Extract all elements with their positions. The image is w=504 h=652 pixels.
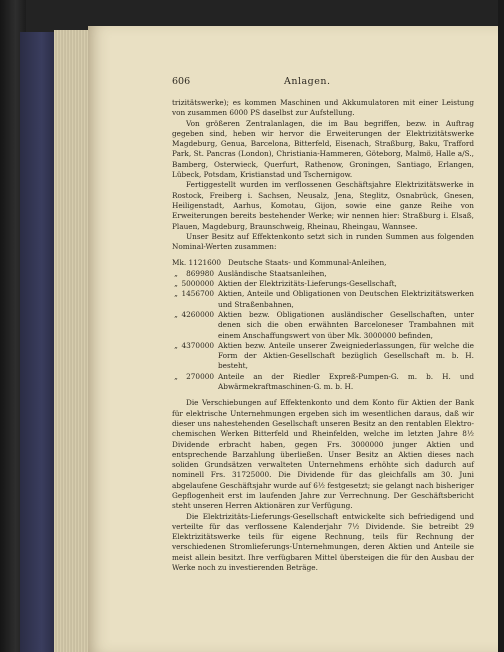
book-cover-spine — [20, 32, 56, 652]
holding-description: Aktien der Elektrizitäts-Lieferungs-Gesellschaft, — [218, 279, 397, 289]
holding-entry — [172, 269, 474, 279]
page-body — [172, 98, 474, 573]
ditto-mark: „ — [174, 289, 178, 299]
holding-entry — [172, 279, 474, 289]
right-dark-margin — [498, 0, 504, 652]
holding-amount: 1456700 — [181, 289, 214, 299]
holding-entry — [172, 372, 474, 393]
holding-description: Ausländische Staatsanleihen, — [218, 268, 327, 278]
holding-amount: 270000 — [186, 371, 214, 381]
page-number: 606 — [172, 76, 191, 87]
holding-entry — [172, 258, 474, 268]
holding-entry — [172, 341, 474, 372]
ditto-mark: „ — [174, 268, 178, 278]
ditto-mark: „ — [174, 340, 178, 350]
holding-description: Deutsche Staats- und Kommunal-Anleihen, — [228, 258, 387, 268]
holdings-list — [172, 258, 474, 392]
holding-description: Aktien bezw. Anteile unserer Zweigniederlassungen, für welche die Form der Aktien-Gesellschaft bezüglich Gesellschaft m. b. H. besteht, — [218, 340, 474, 371]
ditto-mark: „ — [174, 309, 178, 319]
paragraph: Die Elektrizitäts-Lieferungs-Gesellschaft entwickelte sich befriedigend und verteilte für das verflossene Kalenderjahr 7½ Dividende. Sie betreibt 29 Elektrizitätswerke teils für eigene Rechnung, teils für Rechnung der verschiedenen Stromlieferungs-Unternehmungen, deren Aktien und Anteile sie meist allein besitzt. Ihre verfügbaren Mittel übersteigen die für den Ausbau der Werke noch zu investierenden Beträge. — [172, 511, 474, 573]
paragraph: trizitätswerke); es kommen Maschinen und Akkumulatoren mit einer Leistung von zusammen 6000 PS daselbst zur Aufstellung. — [172, 98, 474, 118]
holding-amount: Mk. 1121600 — [172, 258, 222, 268]
holding-entry — [172, 289, 474, 310]
holding-amount: 4370000 — [181, 340, 214, 350]
paragraph: Fertiggestellt wurden im verflossenen Geschäftsjahre Elektrizitätswerke in Rostock, Freiberg i. Sachsen, Neusalz, Jena, Steglitz, Osnabrück, Gnesen, Heiligenstadt, Aarhus, Komotau, Gijon, sowie eine ganze Reihe von Erweiterungen bereits bestehender Werke; wir nennen hier: Straßburg i. Elsaß, Plauen, Magdeburg, Braunschweig, Rheinau, Rheingau, Wannsee. — [172, 180, 474, 231]
holding-amount: 5000000 — [181, 279, 214, 289]
holding-amount: 4260000 — [181, 309, 214, 319]
page-header — [172, 76, 472, 90]
holding-entry — [172, 310, 474, 341]
holding-description: Anteile an der Riedler Expreß-Pumpen-G. m. b. H. und Abwärmekraftmaschinen-G. m. b. H. — [218, 371, 474, 392]
ditto-mark: „ — [174, 371, 178, 381]
page-edges — [54, 30, 90, 652]
holding-description: Aktien, Anteile und Obligationen von Deutschen Elektrizitätswerken und Straßenbahnen, — [218, 289, 474, 309]
paragraph: Die Verschiebungen auf Effektenkonto und dem Konto für Aktien der Bank für elektrische Unternehmungen ergeben sich im wesentlichen daraus, daß wir dieser uns nahestehenden Gesellschaft unseren Besitz an den rentablen Elektro-chemischen Werken Bitterfeld und Rheinfelden, welche im letzten Jahre 8½ Dividende erbracht haben, gegen Frs. 3000000 junger Aktien und entsprechende Barzahlung überließen. Unser Besitz an Aktien dieses nach soliden Grundsätzen verwalteten Unternehmens erhöhte sich dadurch auf nominell Frs. 31725000. Die Dividende für das gleichfalls am 30. Juni abgelaufene Geschäftsjahr wurde auf 6½ festgesetzt; sie gelangt nach bisheriger Gepflogenheit erst im laufenden Jahre zur Verrechnung. Der Geschäftsbericht steht unseren Herren Aktionären zur Verfügung. — [172, 398, 474, 511]
running-title: Anlagen. — [284, 76, 331, 87]
ditto-mark: „ — [174, 279, 178, 289]
paragraph: Unser Besitz auf Effektenkonto setzt sich in runden Summen aus folgenden Nominal-Werten zusammen: — [172, 231, 474, 252]
paragraph: Von größeren Zentralanlagen, die im Bau begriffen, bezw. in Auftrag gegeben sind, heben wir hervor die Erweiterungen der Elektrizitätswerke Magdeburg, Genua, Barcelona, Bitterfeld, Eisenach, Straßburg, Baku, Trafford Park, St. Pancras (London), Christiania-Hammeren, Göteborg, Malmö, Halle a/S., Bamberg, Osterwieck, Querfurt, Rathenow, Groningen, Santiago, Erlangen, Lübeck, Potsdam, Kristianstad und Tschernigow. — [172, 118, 474, 180]
holding-amount: 869980 — [186, 268, 214, 278]
holding-description: Aktien bezw. Obligationen ausländischer Gesellschaften, unter denen sich die oben erwähnten Barceloneser Trambahnen mit einem Anschaffungswert von über Mk. 3000000 befinden, — [218, 309, 474, 340]
